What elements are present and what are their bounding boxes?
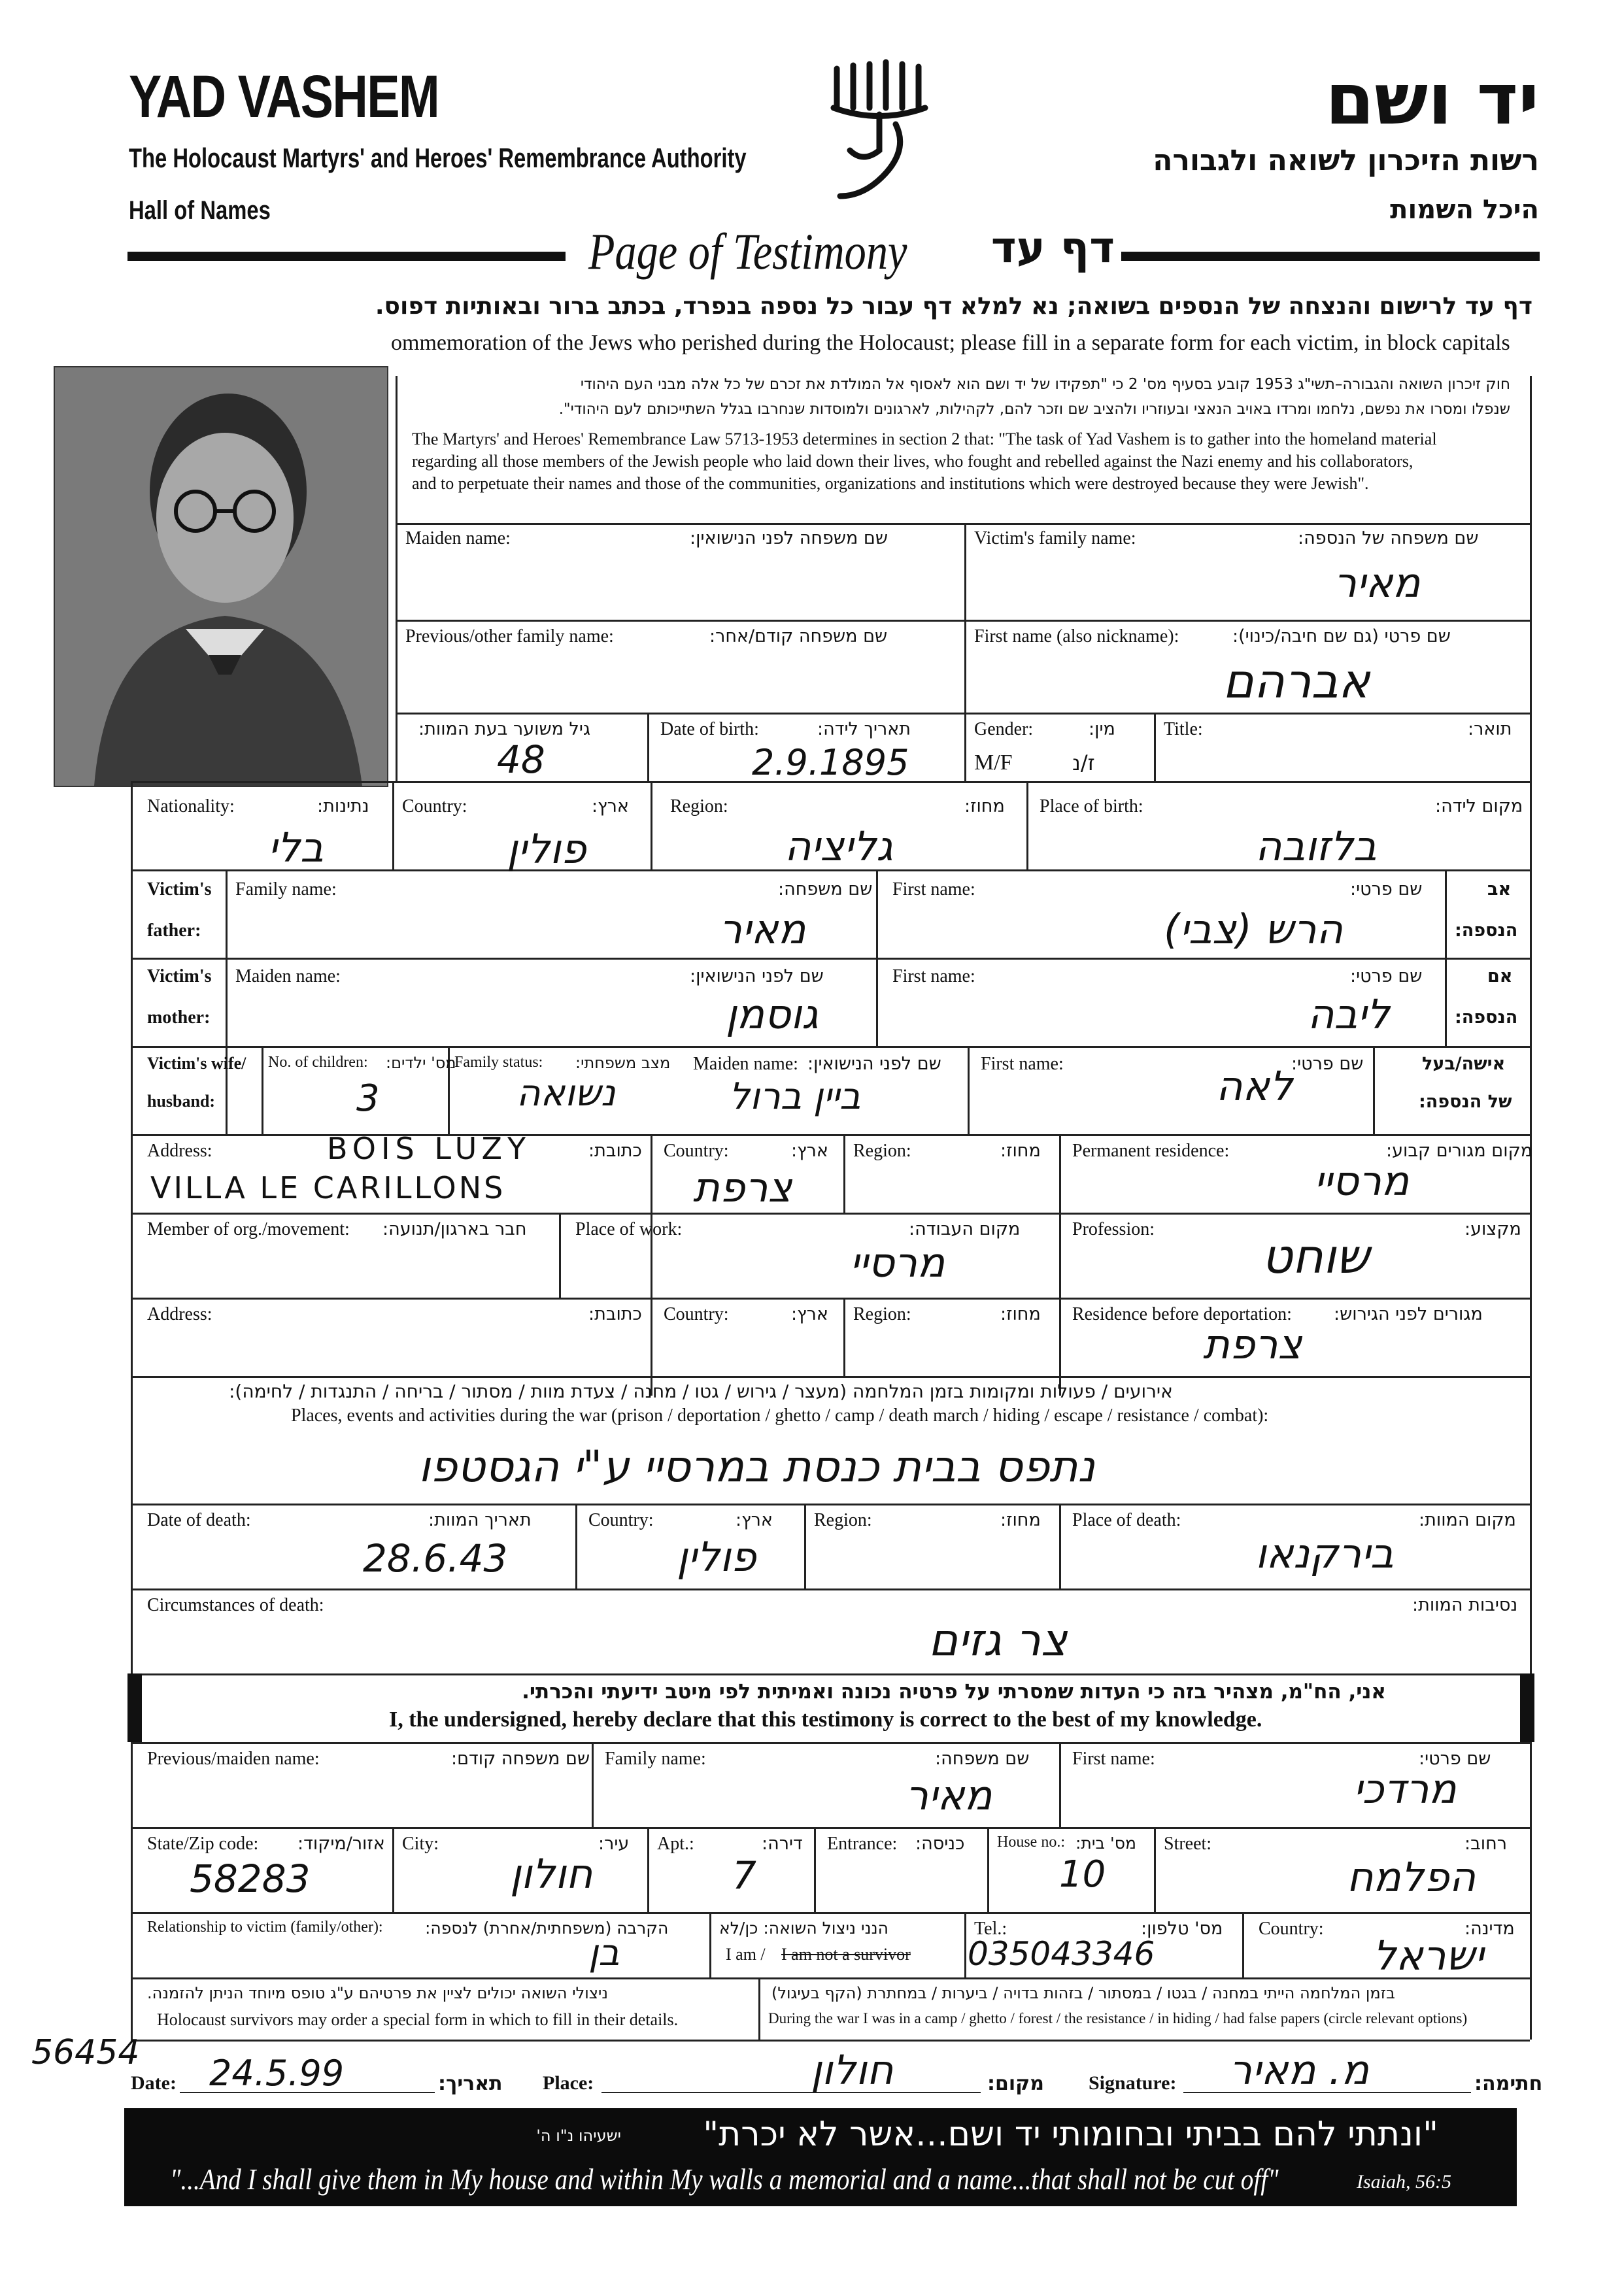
page-title-en: Page of Testimony xyxy=(588,223,907,280)
victim-spouse-label-2: husband: xyxy=(147,1092,216,1111)
circumstances-label-he: נסיבות המוות: xyxy=(1412,1595,1518,1615)
profession-label-he: מקצוע: xyxy=(1464,1219,1521,1239)
sub-first-label-he: שם פרטי: xyxy=(1419,1749,1491,1769)
instructions-he: דף עד לרישום והנצחה של הנספים בשואה; נא למלא דף עבור כל נספה בנפרד, בכתב ברור ובאותיות דפוס. xyxy=(375,293,1532,320)
gender-options[interactable]: M/F xyxy=(974,750,1013,775)
family-name-label-he: שם משפחה של הנספה: xyxy=(1298,528,1479,548)
title-rule-left xyxy=(127,252,566,261)
footer-quote-he: "ונתתי להם בביתי ובחומותי יד ושם...אשר לא יכרת" xyxy=(703,2115,1438,2154)
father-first-label: First name: xyxy=(892,879,975,899)
first-name-label: First name (also nickname): xyxy=(974,626,1179,647)
law-text-en-1: The Martyrs' and Heroes' Remembrance Law 5713-1953 determines in section 2 that: "The task of Yad Vashem is to gather into the homeland material xyxy=(412,429,1437,448)
age-value[interactable]: 48 xyxy=(497,737,545,782)
place-label-he: מקום: xyxy=(987,2072,1044,2095)
mother-maiden-value[interactable]: גוסמן xyxy=(726,990,819,1038)
region-label: Region: xyxy=(670,796,728,816)
father-first-label-he: שם פרטי: xyxy=(1350,879,1423,899)
res-before-label-he: מגורים לפני הגירוש: xyxy=(1334,1304,1483,1324)
mother-label-he-1: אם xyxy=(1487,966,1513,986)
mother-first-label: First name: xyxy=(892,966,975,986)
spouse-first-label-he: שם פרטי: xyxy=(1291,1054,1364,1074)
city-value[interactable]: חולון xyxy=(510,1850,593,1898)
sub-family-label: Family name: xyxy=(605,1749,706,1769)
hall-of-names-en: Hall of Names xyxy=(129,196,271,225)
apt-label-he: דירה: xyxy=(762,1834,803,1854)
spouse-first-label: First name: xyxy=(981,1054,1064,1074)
gender-label-he: מין: xyxy=(1089,719,1115,739)
work-label-he: מקום העבודה: xyxy=(909,1219,1021,1239)
nationality-value[interactable]: בלי xyxy=(268,824,324,871)
dod-value[interactable]: 28.6.43 xyxy=(363,1536,508,1581)
dob-value[interactable]: 2.9.1895 xyxy=(752,742,909,783)
dod-region-label: Region: xyxy=(814,1510,872,1530)
father-label-he-1: אב xyxy=(1487,879,1512,899)
address2-region-label-he: מחוז: xyxy=(1000,1304,1041,1324)
spouse-label-he-2: של הנספה: xyxy=(1419,1092,1512,1112)
sub-prev-label-he: שם משפחה קודם: xyxy=(451,1749,590,1769)
house-label-he: מס' בית: xyxy=(1075,1834,1136,1853)
father-first-value[interactable]: הרש (צבי) xyxy=(1164,905,1344,953)
address2-country-label-he: ארץ: xyxy=(791,1304,828,1324)
children-label-he: מס' ילדים: xyxy=(386,1054,456,1072)
profession-label: Profession: xyxy=(1072,1219,1155,1239)
country-value[interactable]: פולין xyxy=(507,825,586,873)
first-name-label-he: שם פרטי (גם שם חיבה/כינוי): xyxy=(1232,626,1451,647)
dod-country-label-he: ארץ: xyxy=(736,1510,773,1530)
children-value[interactable]: 3 xyxy=(356,1077,380,1120)
house-label: House no.: xyxy=(997,1834,1065,1851)
tel-value[interactable]: 035043346 xyxy=(968,1935,1155,1973)
apt-value[interactable]: 7 xyxy=(732,1853,756,1898)
title-rule-right xyxy=(1121,252,1540,261)
page-title-he: דף עד xyxy=(990,222,1115,273)
during-war-he: בזמן המלחמה הייתי במחנה / בגטו / במסתור / בזהות בדויה / ביערות / במחתרת (הקף בעיגול) xyxy=(771,1984,1395,2002)
sub-family-label-he: שם משפחה: xyxy=(935,1749,1030,1769)
relationship-label-he: הקרבה (משפחתית/אחרת) לנספה: xyxy=(425,1919,669,1938)
addr-region-label-he: מחוז: xyxy=(1000,1141,1041,1161)
dod-country-value[interactable]: פולין xyxy=(677,1533,756,1581)
tel-label: Tel.: xyxy=(974,1919,1007,1939)
law-text-he-1: חוק זיכרון השואה והגבורה–תשי"ג 1953 קובע בסעיף מס' 2 כי "תפקידו של יד ושם הוא לאסוף אל המולדת את זכרם של כל אלה מבני העם היהודי xyxy=(580,376,1510,393)
spouse-label-he-1: אישה/בעל xyxy=(1422,1054,1506,1074)
region-value[interactable]: גליציה xyxy=(785,822,893,870)
signature-value[interactable]: מ. מאיר xyxy=(1229,2046,1369,2094)
pod-label-he: מקום המוות: xyxy=(1419,1510,1516,1530)
address-line-1[interactable]: BOIS LUZY xyxy=(327,1131,532,1166)
victim-father-label-1: Victim's xyxy=(147,879,212,899)
address-line-2[interactable]: VILLA LE CARILLONS xyxy=(150,1170,506,1205)
father-family-label: Family name: xyxy=(235,879,337,899)
family-name-label: Victim's family name: xyxy=(974,528,1136,548)
father-family-label-he: שם משפחה: xyxy=(778,879,873,899)
relationship-label: Relationship to victim (family/other): xyxy=(147,1919,383,1936)
addr-country-value[interactable]: צרפת xyxy=(693,1164,792,1211)
mother-first-value[interactable]: ליבה xyxy=(1308,990,1390,1038)
survivors-note-en: Holocaust survivors may order a special form in which to fill in their details. xyxy=(157,2010,679,2029)
sub-first-label: First name: xyxy=(1072,1749,1155,1769)
pod-label: Place of death: xyxy=(1072,1510,1181,1530)
sub-first-value[interactable]: מרדכי xyxy=(1353,1765,1457,1813)
survivor-label-he: הנני ניצול השואה: כן/לא xyxy=(719,1919,888,1938)
spouse-maiden-label-he: שם לפני הנישואין: xyxy=(807,1054,941,1074)
work-label: Place of work: xyxy=(575,1219,683,1239)
during-war-en: During the war I was in a camp / ghetto / forest / the resistance / in hiding / had false papers (circle relevant options) xyxy=(768,2010,1468,2026)
signature-label-he: חתימה: xyxy=(1474,2072,1543,2095)
org-name-he: יד ושם xyxy=(1325,59,1539,141)
authority-name-he: רשות הזיכרון לשואה ולגבורה xyxy=(1153,144,1539,177)
maiden-name-label-he: שם משפחה לפני הנישואין: xyxy=(690,528,888,548)
circumstances-label: Circumstances of death: xyxy=(147,1595,324,1615)
dod-label-he: תאריך המוות: xyxy=(428,1510,532,1530)
address2-label-he: כתובת: xyxy=(588,1304,642,1324)
dod-region-label-he: מחוז: xyxy=(1000,1510,1041,1530)
sub-prev-label: Previous/maiden name: xyxy=(147,1749,320,1769)
footer-ref-en: Isaiah, 56:5 xyxy=(1357,2171,1451,2193)
place-value[interactable]: חולון xyxy=(811,2046,894,2094)
res-before-label: Residence before deportation: xyxy=(1072,1304,1292,1324)
victim-photo xyxy=(54,366,388,787)
pod-value[interactable]: בירקנאו xyxy=(1255,1530,1394,1577)
zip-value[interactable]: 58283 xyxy=(190,1857,311,1901)
entrance-label: Entrance: xyxy=(827,1834,898,1854)
date-value[interactable]: 24.5.99 xyxy=(209,2053,345,2094)
family-status-label: Family status: xyxy=(454,1054,543,1071)
prev-name-label: Previous/other family name: xyxy=(405,626,614,647)
victim-mother-label-1: Victim's xyxy=(147,966,212,986)
region-label-he: מחוז: xyxy=(964,796,1005,816)
pob-label-he: מקום לידה: xyxy=(1435,796,1523,816)
mother-label-he-2: הנספה: xyxy=(1455,1007,1518,1028)
street-label-he: רחוב: xyxy=(1464,1834,1507,1854)
sub-family-value[interactable]: מאיר xyxy=(905,1772,992,1819)
family-status-label-he: מצב משפחתי: xyxy=(575,1054,671,1072)
date-label: Date: xyxy=(131,2072,177,2094)
victim-spouse-label-1: Victim's wife/ xyxy=(147,1054,246,1073)
prev-name-label-he: שם משפחה קודם/אחר: xyxy=(709,626,888,647)
yad-vashem-logo xyxy=(824,52,935,209)
dob-label-he: תאריך לידה: xyxy=(817,719,911,739)
declaration-right-bar xyxy=(1520,1673,1534,1742)
res-before-value[interactable]: צרפת xyxy=(1203,1320,1302,1368)
place-label: Place: xyxy=(543,2072,594,2094)
maiden-name-label: Maiden name: xyxy=(405,528,511,548)
perm-res-value[interactable]: מרסיי xyxy=(1314,1157,1410,1205)
zip-label-he: אזור/מיקוד: xyxy=(297,1834,385,1854)
law-text-en-2: regarding all those members of the Jewish people who laid down their lives, who fought and rebelled against the Nazi enemy and his collaborators, xyxy=(412,452,1413,471)
country2-value[interactable]: ישראל xyxy=(1373,1932,1484,1979)
addr-region-label: Region: xyxy=(853,1141,911,1161)
footer-quote-en: "...And I shall give them in My house and within My walls a memorial and a name...that shall not be cut off" xyxy=(170,2162,1279,2196)
mother-maiden-label: Maiden name: xyxy=(235,966,341,986)
family-status-value[interactable]: נשואה xyxy=(516,1072,616,1115)
declaration-left-bar xyxy=(127,1673,142,1742)
spouse-maiden-label: Maiden name: xyxy=(693,1054,798,1074)
children-label: No. of children: xyxy=(268,1054,368,1071)
address-label-he: כתובת: xyxy=(588,1141,642,1161)
entrance-label-he: כניסה: xyxy=(915,1834,965,1854)
spouse-first-value[interactable]: לאה xyxy=(1216,1062,1293,1110)
city-label: City: xyxy=(402,1834,439,1854)
mother-first-label-he: שם פרטי: xyxy=(1350,966,1423,986)
footer-ref-he: ישעיהו נ"ו ה' xyxy=(536,2126,621,2145)
victim-first-name-value[interactable]: אברהם xyxy=(1223,654,1370,709)
house-value[interactable]: 10 xyxy=(1059,1853,1106,1896)
law-text-en-3: and to perpetuate their names and those of the communities, organizations and institutions which were destroyed because they were Jewish". xyxy=(412,474,1369,493)
pob-label: Place of birth: xyxy=(1040,796,1143,816)
street-value[interactable]: הפלמח xyxy=(1347,1853,1476,1901)
circumstances-value[interactable]: צר גזים xyxy=(928,1615,1068,1666)
events-label-he: אירועים / פעולות ומקומות בזמן המלחמה (מעצר / גירוש / גטו / מחנה / צעדת מוות / מסתור / בריחה / התנגדות / לחימה): xyxy=(229,1381,1173,1402)
declaration-he: אני, הח"מ, מצהיר בזה כי העדות שמסרתי על פרטיה נכונה ואמיתית לפי מיטב ידיעתי והכרתי. xyxy=(522,1680,1386,1704)
signature-label: Signature: xyxy=(1089,2072,1177,2094)
dod-label: Date of death: xyxy=(147,1510,251,1530)
work-value[interactable]: מרסיי xyxy=(850,1239,945,1286)
country-label-he: ארץ: xyxy=(592,796,629,816)
nationality-label: Nationality: xyxy=(147,796,235,816)
spouse-maiden-value[interactable]: ביין ברול xyxy=(729,1075,861,1118)
nationality-label-he: נתינות: xyxy=(317,796,369,816)
country-label: Country: xyxy=(402,796,467,816)
survivor-yes-option[interactable]: I am / xyxy=(726,1945,766,1964)
gender-label: Gender: xyxy=(974,719,1034,739)
tel-label-he: מס' טלפון: xyxy=(1141,1919,1223,1939)
victim-father-label-2: father: xyxy=(147,920,201,941)
law-box xyxy=(399,376,1510,520)
member-label: Member of org./movement: xyxy=(147,1219,350,1239)
address2-country-label: Country: xyxy=(664,1304,729,1324)
survivors-note-he: ניצולי השואה יכולים לציין את פרטיהם ע"ג טופס מיוחד הניתן להזמנה. xyxy=(147,1984,608,2002)
victim-family-name-value[interactable]: מאיר xyxy=(1334,559,1421,607)
instructions-en: ommemoration of the Jews who perished during the Holocaust; please fill in a separate form for each victim, in block capitals xyxy=(391,331,1510,355)
father-family-value[interactable]: מאיר xyxy=(719,905,806,953)
law-text-he-2: שנפלו ומסרו את נפשם, נלחמו ומרדו באויב הנאצי ובעוזריו ולהציב שם וזכר להם, לקהילות, לארגונים ולמוסדות שנחרבו בגלל השתייכותם לעם היהודי". xyxy=(558,401,1510,418)
country2-label-he: מדינה: xyxy=(1464,1919,1515,1939)
zip-label: State/Zip code: xyxy=(147,1834,259,1854)
address2-region-label: Region: xyxy=(853,1304,911,1324)
relationship-value[interactable]: בן xyxy=(588,1932,620,1974)
father-label-he-2: הנספה: xyxy=(1455,920,1518,941)
title-label: Title: xyxy=(1164,719,1203,739)
age-label-he: גיל משוער בעת המוות: xyxy=(418,719,591,739)
dod-country-label: Country: xyxy=(588,1510,654,1530)
address-label: Address: xyxy=(147,1141,212,1161)
apt-label: Apt.: xyxy=(657,1834,694,1854)
date-label-he: תאריך: xyxy=(438,2072,503,2095)
footer-quote-banner xyxy=(124,2108,1517,2206)
events-value[interactable]: נתפס בבית כנסת במרסיי ע"י הגסטפו xyxy=(418,1441,1095,1492)
street-label: Street: xyxy=(1164,1834,1212,1854)
events-label: Places, events and activities during the war (prison / deportation / ghetto / camp / death march / hiding / escape / resistance / combat): xyxy=(291,1405,1269,1426)
gender-options-he[interactable]: ז/נ xyxy=(1072,750,1095,775)
survivor-no-option[interactable]: I am not a survivor xyxy=(781,1945,911,1964)
addr-country-label-he: ארץ: xyxy=(791,1141,828,1161)
address2-label: Address: xyxy=(147,1304,212,1324)
profession-value[interactable]: שוחט xyxy=(1262,1229,1370,1284)
victim-mother-label-2: mother: xyxy=(147,1007,211,1028)
perm-res-label-he: מקום מגורים קבוע: xyxy=(1386,1141,1533,1161)
pob-value[interactable]: בלזובה xyxy=(1255,822,1377,870)
side-number-value[interactable]: 56454 xyxy=(31,2033,140,2072)
member-label-he: חבר בארגון/תנועה: xyxy=(382,1219,527,1239)
country2-label: Country: xyxy=(1259,1919,1324,1939)
declaration-en: I, the undersigned, hereby declare that this testimony is correct to the best of my knowledge. xyxy=(389,1707,1262,1732)
addr-country-label: Country: xyxy=(664,1141,729,1161)
city-label-he: עיר: xyxy=(598,1834,630,1854)
mother-maiden-label-he: שם לפני הנישואין: xyxy=(690,966,824,986)
hall-of-names-he: היכל השמות xyxy=(1390,195,1539,225)
org-name-en: YAD VASHEM xyxy=(129,63,439,130)
authority-name-en: The Holocaust Martyrs' and Heroes' Remembrance Authority xyxy=(129,143,747,173)
dob-label: Date of birth: xyxy=(660,719,759,739)
perm-res-label: Permanent residence: xyxy=(1072,1141,1230,1161)
title-label-he: תואר: xyxy=(1468,719,1512,739)
